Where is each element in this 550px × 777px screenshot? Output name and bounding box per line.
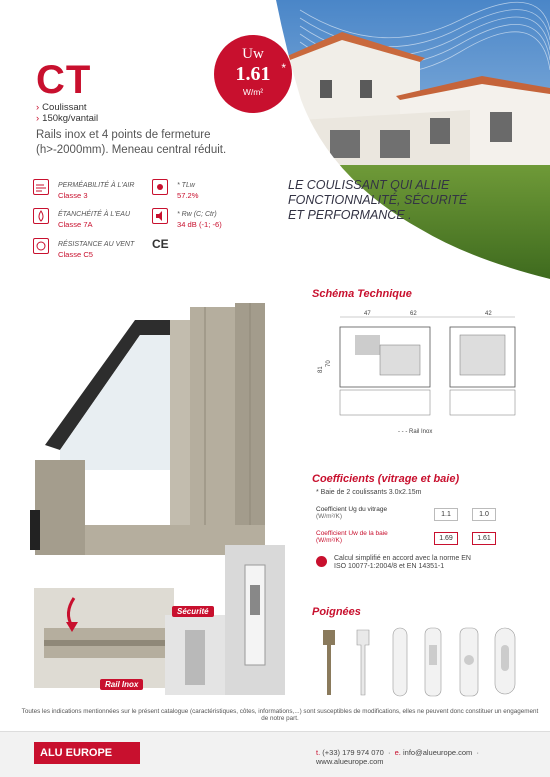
water-icon	[33, 208, 49, 224]
footer-contact: t. (+33) 179 974 070 · e. info@alueurope.com · www.alueurope.com	[316, 748, 482, 766]
window-frame-illustration	[25, 295, 285, 560]
air-icon	[33, 179, 49, 195]
ug-value-1: 1.1	[434, 508, 458, 521]
coef-calc-note: Calcul simplifié en accord avec la norme EN ISO 10077-1:2004/8 et EN 14351-1	[334, 555, 471, 570]
calc-icon	[316, 556, 327, 567]
product-description: Rails inox et 4 points de fermeture (h>-2000mm). Meneau central réduit.	[36, 129, 227, 156]
uw-label: Uw	[242, 46, 264, 62]
perf-item-light: * TLw 57.2%	[177, 182, 199, 200]
rail-detail-photo	[34, 588, 174, 688]
perf-item-sound: * Rw (C; Ctr) 34 dB (-1; -6)	[177, 211, 222, 229]
handle-bronze-icon	[323, 630, 335, 695]
handles-row	[315, 625, 525, 700]
handle-white-4-icon	[460, 628, 478, 696]
ug-value-2: 1.0	[472, 508, 496, 521]
coef-title: Coefficients (vitrage et baie)	[312, 473, 460, 485]
ce-mark: CE	[152, 237, 169, 251]
slogan: LE COULISSANT QUI ALLIE FONCTIONNALITÉ, SÉCURITÉ ET PERFORMANCE .	[288, 178, 468, 222]
handle-white-1-icon	[357, 630, 369, 695]
perf-item-water: ÉTANCHÉITÉ À L'EAU Classe 7A	[58, 211, 130, 229]
handle-white-2-icon	[393, 628, 407, 696]
handle-white-3-icon	[425, 628, 441, 696]
uw-star: *	[281, 61, 286, 75]
footer-email[interactable]: info@alueurope.com	[402, 748, 473, 757]
security-tag: Sécurité	[172, 606, 214, 617]
dim-62: 62	[410, 311, 417, 317]
dim-42: 42	[485, 311, 492, 317]
product-title: CT	[36, 58, 92, 102]
schema-legend: - - - Rail Inox	[398, 429, 433, 435]
coef-note: * Baie de 2 coulissants 3.0x2.15m	[316, 489, 422, 496]
footer-web[interactable]: www.alueurope.com	[316, 757, 384, 766]
spec-item: › 150kg/vantail	[36, 113, 99, 124]
performance-left	[33, 179, 163, 279]
brand-logo: ALU EUROPE	[34, 742, 140, 764]
dim-47: 47	[364, 311, 371, 317]
dim-81: 81	[318, 366, 324, 373]
disclaimer: Toutes les indications mentionnées sur le présent catalogue (caractéristiques, côtes, informations,...) sont susceptibles de modifications, elles ne peuvent donc constituer un engagement de notre part.	[21, 708, 539, 722]
schema-diagram	[320, 305, 520, 435]
perf-item-air: PERMÉABILITÉ À L'AIR Classe 3	[58, 182, 135, 200]
performance-right	[152, 179, 262, 269]
light-icon	[152, 179, 168, 195]
dim-70: 70	[326, 360, 332, 367]
sound-icon	[152, 208, 168, 224]
handles-title: Poignées	[312, 606, 361, 618]
rail-inox-tag: Rail Inox	[100, 679, 143, 690]
uw-value-1: 1.69	[434, 532, 458, 545]
perf-item-wind: RÉSISTANCE AU VENT Classe C5	[58, 241, 135, 259]
wind-icon	[33, 238, 49, 254]
uw-unit: W/m²	[242, 87, 264, 97]
spec-list	[36, 102, 98, 124]
coef-row-uw: Coefficient Uw de la baie (W/m²/K)	[316, 530, 388, 544]
footer-phone: (+33) 179 974 070	[322, 748, 384, 757]
uw-badge	[214, 35, 292, 113]
schema-title: Schéma Technique	[312, 288, 412, 300]
coef-table	[316, 506, 516, 552]
coef-row-ug: Coefficient Ug du vitrage (W/m²/K)	[316, 506, 388, 520]
uw-value-2: 1.61	[472, 532, 496, 545]
spec-item: › Coulissant	[36, 102, 87, 113]
uw-value: 1.61	[235, 63, 271, 85]
security-detail-photo	[165, 545, 285, 695]
handle-white-5-icon	[495, 628, 515, 694]
